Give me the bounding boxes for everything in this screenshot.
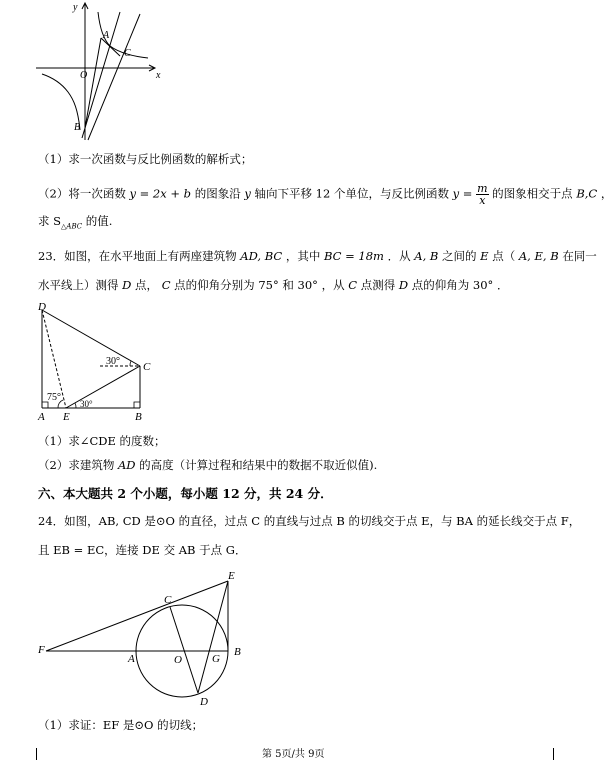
q22-part2-line1	[38, 183, 612, 206]
circle-tangent-figure	[30, 565, 260, 710]
fig24-label-b: B	[234, 646, 241, 658]
q22-part2-equation: y = 2x + b	[129, 186, 192, 201]
q22-part2-fraction	[476, 183, 488, 206]
q23-stem-line1	[38, 249, 597, 264]
q23-angle-30b: 30°	[472, 278, 494, 292]
q23-c: C	[161, 278, 171, 292]
q23-part2-text-b: 的高度（计算过程和结果中的数据不取近似值).	[139, 458, 378, 472]
q23-bc-eq: BC = 18m	[324, 249, 384, 263]
q22-part2-text-end: ，	[600, 186, 612, 201]
function-graph-figure	[30, 0, 170, 140]
graph-label-b: B	[74, 122, 81, 133]
q23-c2: C	[348, 278, 358, 292]
q23-text-2a: 水平线上）测得	[38, 278, 119, 292]
q23-text-2b: 点，	[135, 278, 159, 292]
q23-ab: A, B	[414, 249, 439, 263]
q23-aeb: A, E, B	[518, 249, 559, 263]
q23-part1: （1）求∠CDE 的度数；	[38, 434, 166, 448]
fig23-label-e: E	[63, 411, 70, 423]
q22-part2-text-c: 轴向下平移 12 个单位，与反比例函数	[254, 186, 449, 201]
crop-mark-left	[36, 748, 37, 760]
buildings-figure	[30, 300, 170, 425]
fig23-angle-75: 75°	[47, 392, 61, 403]
q23-text-2c: 点的仰角分别为	[174, 278, 255, 292]
q23-text-2g: 点的仰角为	[411, 278, 470, 292]
q23-e: E	[480, 249, 489, 263]
q23-part2-text-a: （2）求建筑物	[38, 458, 115, 472]
fig23-label-b: B	[135, 411, 142, 423]
q23-ad-bc: AD, BC	[240, 249, 283, 263]
fig24-label-d: D	[200, 696, 208, 708]
graph-label-o: O	[80, 70, 88, 81]
q24-part1: （1）求证：EF 是⊙O 的切线；	[38, 718, 204, 732]
q22-part2-frac-num: m	[477, 182, 488, 195]
fig23-angle-30-top: 30°	[106, 356, 120, 367]
q22-part2-text-b: 的图象沿	[194, 186, 241, 201]
q23-part2	[38, 458, 377, 473]
fig24-label-f: F	[38, 644, 45, 656]
q23-stem-line2	[38, 278, 508, 293]
q23-angle-75: 75°	[258, 278, 279, 292]
q23-text-1c: ．从	[387, 249, 411, 263]
fig23-label-c: C	[143, 361, 151, 373]
q23-d: D	[122, 278, 132, 292]
fig23-label-a: A	[38, 411, 45, 423]
q23-d2: D	[398, 278, 409, 292]
q23-text-2f: 点测得	[360, 278, 396, 292]
q22-part1: （1）求一次函数与反比例函数的解析式；	[38, 152, 253, 166]
graph-label-a: A	[103, 30, 110, 41]
q23-text-2e: ，从	[321, 278, 345, 292]
q23-text-1a: 23．如图，在水平地面上有两座建筑物	[38, 249, 237, 263]
q22-part2-subscript: △ABC	[61, 222, 83, 231]
q22-part2-points: B,C	[576, 186, 598, 201]
q23-angle-30: 30°	[297, 278, 318, 292]
graph-label-c: C	[124, 48, 131, 59]
fig24-label-a: A	[128, 653, 135, 665]
q22-part2-y: y	[244, 186, 251, 201]
q22-part2-line2	[38, 214, 112, 234]
graph-label-x: x	[156, 70, 161, 81]
q23-text-1g: 在同一	[562, 249, 597, 263]
section-6-heading: 六、本大题共 2 个小题，每小题 12 分，共 24 分．	[38, 486, 333, 501]
q22-part2-eq2-lhs: y =	[452, 186, 473, 201]
q23-text-2h: ．	[496, 278, 509, 292]
fig24-label-e: E	[228, 570, 235, 582]
q23-text-1f: 点（	[492, 249, 516, 263]
q23-text-and: 和	[282, 278, 294, 292]
q23-text-1d: 之间的	[442, 249, 477, 263]
fig23-label-d: D	[38, 301, 46, 313]
graph-label-y: y	[73, 2, 78, 13]
fig23-angle-30-bot: 30°	[80, 399, 93, 409]
crop-mark-right	[553, 748, 554, 760]
fig24-label-g: G	[212, 653, 220, 665]
q24-stem-line1: 24．如图，AB, CD 是⊙O 的直径，过点 C 的直线与过点 B 的切线交于点 E，与 BA 的延长线交于点 F，	[38, 514, 581, 528]
q24-stem-line2: 且 EB = EC，连接 DE 交 AB 于点 G．	[38, 543, 247, 557]
page-footer: 第 5页/共 9页	[262, 749, 325, 760]
q22-part2-text-d: 的图象相交于点	[492, 186, 573, 201]
q22-part2-line2-end: 的值.	[82, 214, 113, 228]
fig24-label-o: O	[174, 654, 182, 666]
q22-part2-frac-den: x	[479, 194, 486, 207]
q22-part2-line2-text: 求 S	[38, 214, 62, 228]
fig24-label-c: C	[164, 594, 172, 606]
q23-part2-ad: AD	[117, 458, 136, 472]
q22-part2-text-a: （2）将一次函数	[38, 186, 126, 201]
q23-text-1b: ，其中	[285, 249, 321, 263]
